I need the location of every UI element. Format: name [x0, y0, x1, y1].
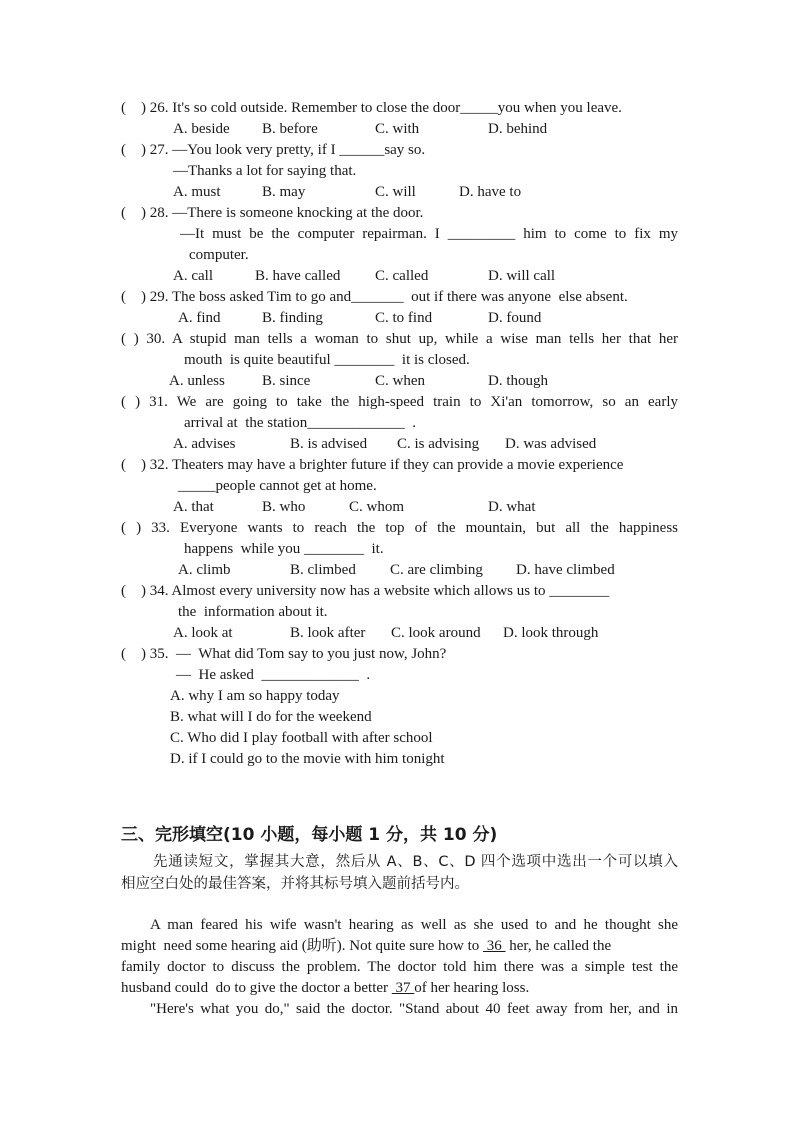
question-35-option-b: B. what will I do for the weekend [170, 709, 372, 725]
option-c: C. is advising [397, 436, 480, 452]
question-27: ( ) 27. —You look very pretty, if I ______say so. [121, 142, 426, 158]
question-27-response: —Thanks a lot for saying that. [173, 163, 357, 179]
option-d: D. look through [503, 625, 599, 641]
option-b: B. is advised [290, 436, 368, 452]
question-33: ( ) 33. Everyone wants to reach the top of the mountain, but all the happiness [121, 520, 678, 536]
passage-text: might need some hearing aid (助听). Not quite sure how to [121, 938, 484, 954]
question-30: ( ) 30. A stupid man tells a woman to shut up, while a wise man tells her that her [121, 331, 678, 347]
option-a: A. call [173, 268, 213, 284]
passage-line-3: family doctor to discuss the problem. The doctor told him there was a simple test the [121, 959, 678, 975]
question-34: ( ) 34. Almost every university now has a website which allows us to ________ [121, 583, 610, 599]
option-b: B. finding [262, 310, 323, 326]
option-a: A. climb [178, 562, 231, 578]
passage-line-2 [121, 936, 678, 956]
option-d: D. found [488, 310, 542, 326]
question-30-options [169, 371, 689, 391]
question-29: ( ) 29. The boss asked Tim to go and_______ out if there was anyone else absent. [121, 289, 628, 305]
question-28-options [173, 266, 693, 286]
question-33-cont: happens while you ________ it. [184, 541, 384, 557]
question-28-response-cont: computer. [189, 247, 249, 263]
question-26: ( ) 26. It's so cold outside. Remember to close the door_____you when you leave. [121, 100, 622, 116]
passage-text: husband could do to give the doctor a better [121, 980, 392, 996]
option-c: C. with [375, 121, 420, 137]
option-c: C. are climbing [390, 562, 483, 578]
question-35-option-d: D. if I could go to the movie with him tonight [170, 751, 445, 767]
passage-line-1: A man feared his wife wasn't hearing as well as she used to and he thought she [150, 917, 678, 933]
question-32-options [173, 497, 693, 517]
option-a: A. advises [173, 436, 236, 452]
option-b: B. have called [255, 268, 341, 284]
blank-37: 37 [391, 980, 415, 996]
option-d: D. have to [459, 184, 522, 200]
option-b: B. look after [290, 625, 366, 641]
question-32-cont: _____people cannot get at home. [178, 478, 377, 494]
question-35: ( ) 35. — What did Tom say to you just now, John? [121, 646, 447, 662]
blank-36: 36 [483, 938, 506, 954]
option-c: C. look around [391, 625, 481, 641]
question-26-options [173, 119, 693, 139]
question-31-options [173, 434, 693, 454]
option-d: D. what [488, 499, 536, 515]
option-d: D. was advised [505, 436, 597, 452]
option-c: C. will [375, 184, 416, 200]
question-31-cont: arrival at the station_____________ . [184, 415, 417, 431]
question-29-options [173, 308, 693, 328]
question-31: ( ) 31. We are going to take the high-speed train to Xi'an tomorrow, so an early [121, 394, 678, 410]
option-c: C. whom [349, 499, 405, 515]
option-b: B. who [262, 499, 306, 515]
option-c: C. when [375, 373, 425, 389]
question-35-option-c: C. Who did I play football with after school [170, 730, 433, 746]
option-b: B. before [262, 121, 318, 137]
question-32: ( ) 32. Theaters may have a brighter future if they can provide a movie experience [121, 457, 624, 473]
option-c: C. called [375, 268, 429, 284]
section-3-instruction-line1: 先通读短文，掌握其大意，然后从 A、B、C、D 四个选项中选出一个可以填入 [153, 854, 678, 870]
question-35-option-a: A. why I am so happy today [170, 688, 340, 704]
question-28: ( ) 28. —There is someone knocking at the door. [121, 205, 424, 221]
question-28-response: —It must be the computer repairman. I _________ him to come to fix my [180, 226, 678, 242]
option-a: A. must [173, 184, 221, 200]
passage-text: of her hearing loss. [414, 980, 530, 996]
option-a: A. unless [169, 373, 225, 389]
option-a: A. find [178, 310, 221, 326]
option-a: A. look at [173, 625, 233, 641]
option-d: D. have climbed [516, 562, 615, 578]
section-3-heading: 三、完形填空(10 小题，每小题 1 分，共 10 分) [121, 825, 498, 845]
option-c: C. to find [375, 310, 433, 326]
passage-line-5: "Here's what you do," said the doctor. "Stand about 40 feet away from her, and in [150, 1001, 678, 1017]
section-3-instruction-line2: 相应空白处的最佳答案，并将其标号填入题前括号内。 [121, 876, 469, 892]
option-d: D. behind [488, 121, 548, 137]
passage-text: her, he called the [505, 938, 612, 954]
question-34-cont: the information about it. [178, 604, 328, 620]
option-b: B. since [262, 373, 311, 389]
option-a: A. beside [173, 121, 230, 137]
question-34-options [173, 623, 693, 643]
option-b: B. climbed [290, 562, 356, 578]
option-b: B. may [262, 184, 306, 200]
option-d: D. though [488, 373, 548, 389]
question-33-options [173, 560, 693, 580]
question-30-cont: mouth is quite beautiful ________ it is closed. [184, 352, 470, 368]
passage-line-4 [121, 978, 678, 998]
option-d: D. will call [488, 268, 556, 284]
option-a: A. that [173, 499, 214, 515]
question-27-options [173, 182, 693, 202]
question-35-response: — He asked _____________ . [176, 667, 371, 683]
